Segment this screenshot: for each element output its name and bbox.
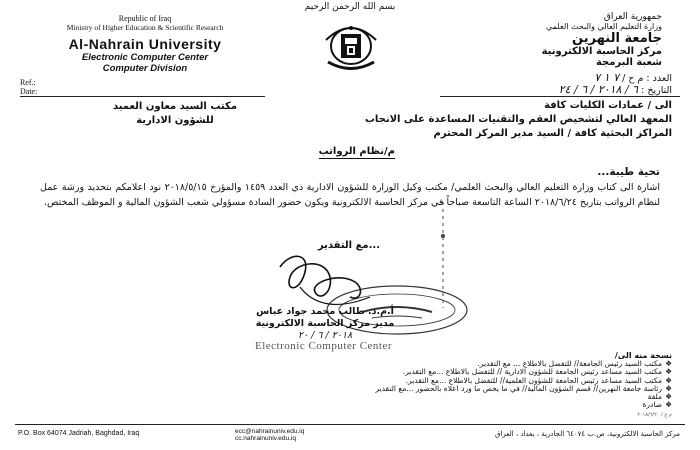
ref-date-en xyxy=(20,78,37,96)
footer-rule xyxy=(15,424,685,425)
signature-date: ٢٠١٨ / ٦ / ٢٠ xyxy=(297,330,353,341)
footer-address-ar: مركز الحاسبة الالكترونية، ص.ب ٦٤٠٧٤ الجادرية ، بغداد ، العراق xyxy=(495,430,680,438)
center-ar: مركز الحاسبة الالكترونية xyxy=(541,46,662,57)
letter-body: اشارة الى كتاب وزارة التعليم العالي والبحث العلمي/ مكتب وكيل الوزارة للشؤون الادارية ذي العدد ١٤٥٩ والمؤرخ ٢٠١٨/٥/١٥ نود اعلامكم بتحديد ورشة عمل لنظام الرواتب بتاريخ ٢٠١٨/٦/٢٤ الساعة التاسعة صباحاً في مركز الحاسبة الالكترونية ويكون حضور السادة مسؤولي شعب الشؤون المالية و الموظف المختص. xyxy=(40,182,660,208)
regards: ...مع التقدير xyxy=(317,240,380,251)
english-letterhead xyxy=(20,14,270,74)
country-ar: جمهورية العراق xyxy=(603,12,662,22)
header-rule-right xyxy=(440,96,680,97)
list-item: ❖رئاسة جامعة النهرين// قسم الشؤون المالية// في ما يخص ما ورد اعلاه بالحضور ...مع التقدير xyxy=(375,383,672,393)
list-item: ❖مكتب السيد مساعد رئيس الجامعة للشؤون العلمية// للتفضل بالاطلاع ...مع التقدير. xyxy=(405,375,672,385)
office-line-1: مكتب السيد معاون العميد xyxy=(112,101,238,112)
footer-email-2[interactable]: cc.nahrainuniv.edu.iq xyxy=(235,435,296,442)
copies-title: نسخة منه الى/ xyxy=(614,351,672,360)
basmala: بسم الله الرحمن الرحيم xyxy=(304,2,396,12)
ref-date-ar xyxy=(559,72,672,96)
footer-address-en: P.O. Box 64074 Jadriah, Baghdad, Iraq xyxy=(18,430,140,437)
addressee-line-3: المراكز البحثية كافة / السيد مدير المركز المحترم xyxy=(433,128,672,139)
document-code: م ع / ٢٠١٨/٦/٢٠ xyxy=(637,412,672,418)
bullet-icon: ❖ xyxy=(665,359,672,369)
list-item: ❖ملفة xyxy=(647,392,672,402)
ref-label: Ref.: xyxy=(20,78,36,87)
header-rule-left xyxy=(20,96,265,97)
office-line-2: للشؤون الادارية xyxy=(136,115,214,126)
bullet-icon: ❖ xyxy=(665,383,672,393)
number-value: ٧ ١ ٧ xyxy=(594,71,620,84)
bullet-icon: ❖ xyxy=(665,367,672,377)
university-en: Al-Nahrain University xyxy=(68,36,222,52)
ministry-ar: وزارة التعليم العالي والبحث العلمي xyxy=(546,22,662,31)
signature-block xyxy=(225,306,425,342)
bullet-icon: ❖ xyxy=(665,400,672,410)
division-en: Computer Division xyxy=(102,63,188,74)
list-item: ❖صادرة xyxy=(642,400,672,410)
addressee-line-1: الى / عمادات الكليات كافة xyxy=(544,100,672,111)
footer-emails xyxy=(235,428,304,442)
copies-list xyxy=(292,352,672,409)
university-ar: جامعة النهرين xyxy=(572,31,662,46)
list-item: ❖مكتب السيد مساعد رئيس الجامعة للشؤون الادارية // للتفضل بالاطلاع ...مع التقدير. xyxy=(402,367,672,377)
copies-items xyxy=(292,360,672,409)
date-label: Date: xyxy=(20,87,38,96)
addressee-line-2: المعهد العالي لتشخيص العقم والتقنيات المساعدة على الانجاب xyxy=(364,114,672,125)
signatory-name: أ.م.د. طالب محمد جواد عباس xyxy=(256,306,394,317)
bullet-icon: ❖ xyxy=(665,375,672,385)
bullet-icon: ❖ xyxy=(665,392,672,402)
ministry-en: Ministry of Higher Education & Scientific Research xyxy=(66,23,224,32)
list-item: ❖مكتب السيد رئيس الجامعة// للتفضل بالاطلاع ... مع التقدير. xyxy=(477,359,672,369)
footer-email-1[interactable]: ecc@nahrainuniv.edu.iq xyxy=(235,428,305,435)
division-ar: شعبة البرمجة xyxy=(595,57,662,68)
signatory-title: مدير مركز الحاسبة الالكترونية xyxy=(255,318,395,329)
office-addressee xyxy=(75,100,275,128)
greeting: تحية طيبة... xyxy=(597,166,660,178)
center-en: Electronic Computer Center xyxy=(81,52,209,63)
number-label-ar: العدد : م ح / xyxy=(622,73,672,84)
letter-subject: م/نظام الرواتب xyxy=(318,146,395,157)
university-logo-icon xyxy=(322,20,380,70)
date-label-ar: التاريخ : xyxy=(638,85,672,96)
faint-stamp-text: Electronic Computer Center xyxy=(255,340,393,352)
date-value: ٦ / ٢٠١٨ / ٦ / ٢٤ xyxy=(558,83,639,96)
arabic-letterhead xyxy=(462,12,662,68)
country-en: Republic of Iraq xyxy=(118,14,172,23)
